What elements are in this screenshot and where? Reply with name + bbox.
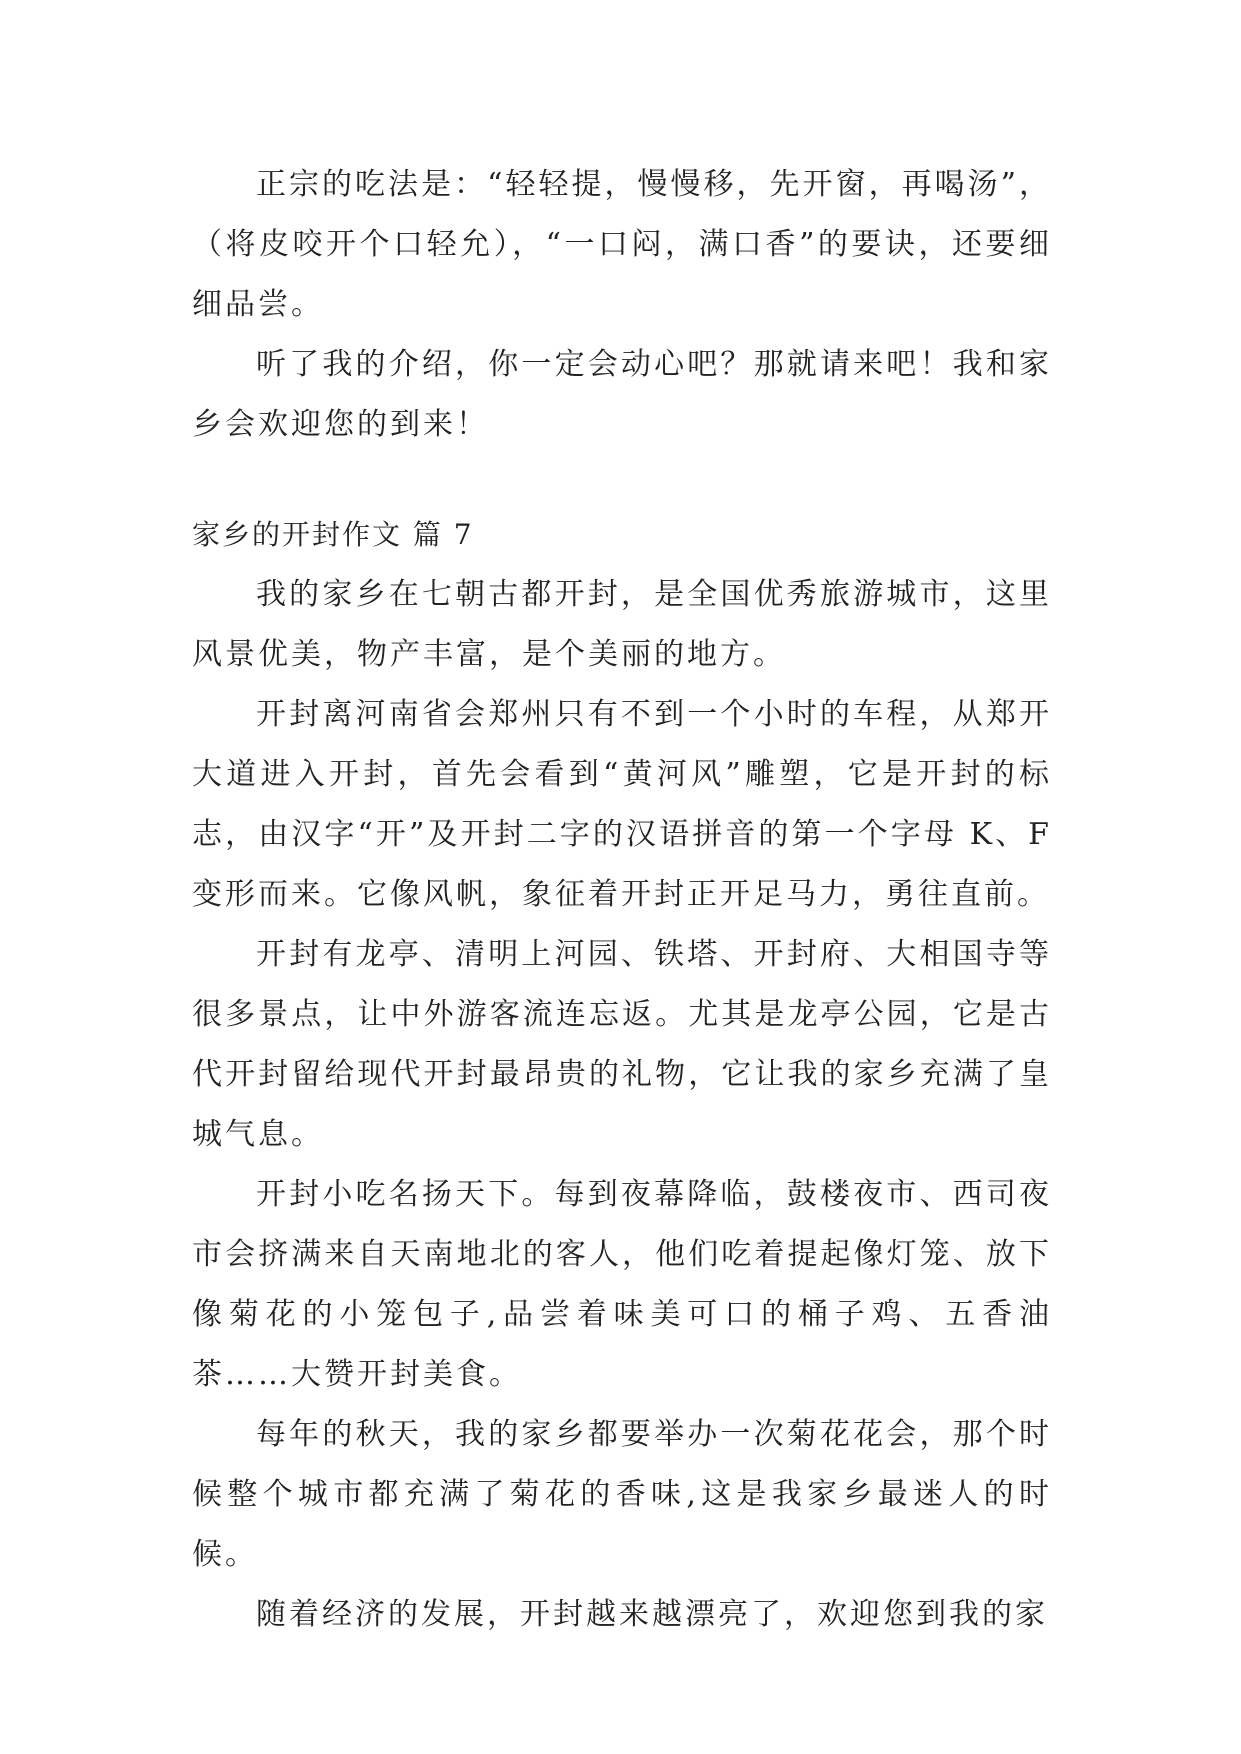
paragraph: 随着经济的发展，开封越来越漂亮了，欢迎您到我的家 [256,1597,1048,1632]
paragraph: 开封离河南省会郑州只有不到一个小时的车程，从郑开大道进入开封，首先会看到“黄河风”雕塑，它是开封的标志，由汉字“开”及开封二字的汉语拼音的第一个字母 K、F 变形而来。它像风帆，象征着开封正开足马力，勇往直前。 [192,697,1052,912]
paragraph: 正宗的吃法是：“轻轻提，慢慢移，先开窗，再喝汤”，（将皮咬开个口轻允），“一口闷，满口香”的要诀，还要细细品尝。 [192,167,1052,322]
previous-section-text [192,155,1052,455]
section-heading-block [192,505,1052,565]
paragraph: 开封有龙亭、清明上河园、铁塔、开封府、大相国寺等很多景点，让中外游客流连忘返。尤其是龙亭公园，它是古代开封留给现代开封最昂贵的礼物，它让我的家乡充满了皇城气息。 [192,937,1052,1152]
paragraph: 每年的秋天，我的家乡都要举办一次菊花花会，那个时候整个城市都充满了菊花的香味,这是我家乡最迷人的时候。 [192,1417,1052,1572]
section-body-text [192,565,1052,1645]
paragraph: 开封小吃名扬天下。每到夜幕降临，鼓楼夜市、西司夜市会挤满来自天南地北的客人，他们吃着提起像灯笼、放下像菊花的小笼包子,品尝着味美可口的桶子鸡、五香油茶……大赞开封美食。 [192,1177,1052,1392]
section-heading: 家乡的开封作文 篇 7 [192,518,474,551]
paragraph: 我的家乡在七朝古都开封，是全国优秀旅游城市，这里风景优美，物产丰富，是个美丽的地方。 [192,577,1052,672]
paragraph: 听了我的介绍，你一定会动心吧？那就请来吧！我和家乡会欢迎您的到来！ [192,347,1052,442]
